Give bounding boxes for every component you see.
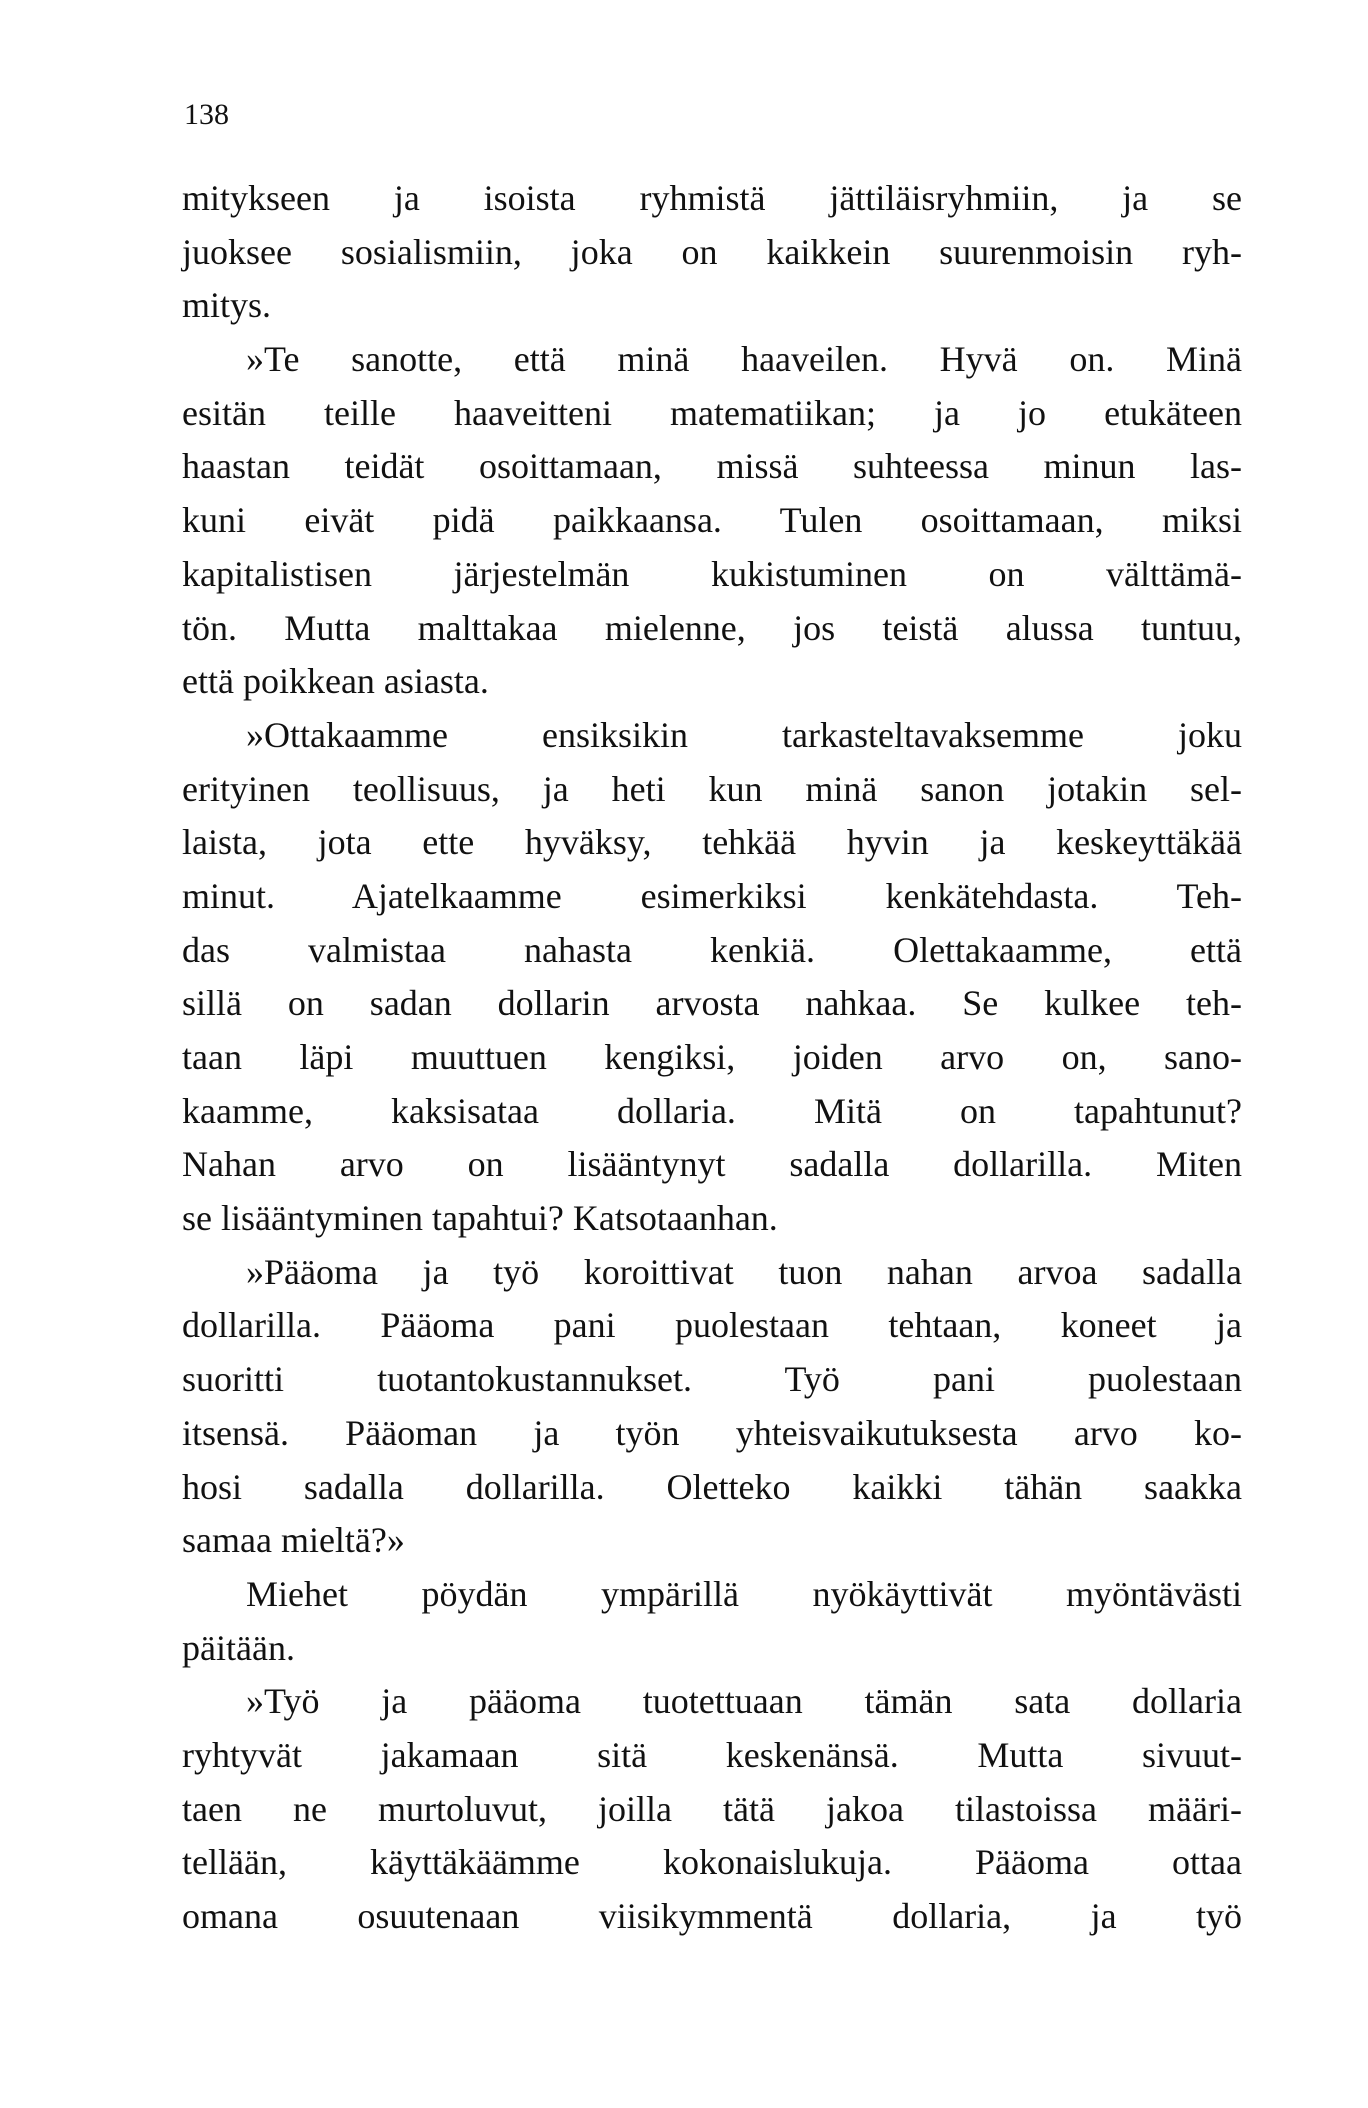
text-line: suoritti tuotantokustannukset. Työ pani puolestaan <box>182 1359 1242 1400</box>
text-line: kuni eivät pidä paikkaansa. Tulen osoittamaan, miksi <box>182 500 1242 541</box>
text-line: »Työ ja pääoma tuotettuaan tämän sata dollaria <box>246 1681 1242 1722</box>
text-line: juoksee sosialismiin, joka on kaikkein suurenmoisin ryh- <box>182 231 1242 272</box>
text-line: Miehet pöydän ympärillä nyökäyttivät myöntävästi <box>246 1573 1242 1614</box>
text-line: Nahan arvo on lisääntynyt sadalla dollarilla. Miten <box>182 1144 1242 1185</box>
text-line: omana osuutenaan viisikymmentä dollaria, ja työ <box>182 1896 1242 1936</box>
text-line: samaa mieltä?» <box>182 1520 405 1561</box>
text-line: tellään, käyttäkäämme kokonaislukuja. Pääoma ottaa <box>182 1842 1242 1883</box>
text-line: taen ne murtoluvut, joilla tätä jakoa tilastoissa määri- <box>182 1788 1242 1829</box>
text-line: itsensä. Pääoman ja työn yhteisvaikutuksesta arvo ko- <box>182 1412 1242 1453</box>
text-line: »Ottakaamme ensiksikin tarkasteltavaksemme joku <box>246 714 1242 755</box>
text-line: das valmistaa nahasta kenkiä. Olettakaamme, että <box>182 929 1242 970</box>
text-line: kaamme, kaksisataa dollaria. Mitä on tapahtunut? <box>182 1090 1242 1131</box>
text-line: mitykseen ja isoista ryhmistä jättiläisryhmiin, ja se <box>182 178 1242 218</box>
text-line: minut. Ajatelkaamme esimerkiksi kenkätehdasta. Teh- <box>182 875 1242 916</box>
text-line: haastan teidät osoittamaan, missä suhteessa minun las- <box>182 446 1242 487</box>
text-line: »Te sanotte, että minä haaveilen. Hyvä on. Minä <box>246 339 1242 380</box>
text-line: erityinen teollisuus, ja heti kun minä sanon jotakin sel- <box>182 768 1242 809</box>
text-line: hosi sadalla dollarilla. Oletteko kaikki tähän saakka <box>182 1466 1242 1507</box>
text-line: taan läpi muuttuen kengiksi, joiden arvo on, sano- <box>182 1037 1242 1077</box>
text-line: sillä on sadan dollarin arvosta nahkaa. Se kulkee teh- <box>182 983 1242 1024</box>
body-text <box>182 172 1242 1944</box>
text-line: laista, jota ette hyväksy, tehkää hyvin ja keskeyttäkää <box>182 822 1242 863</box>
text-line: dollarilla. Pääoma pani puolestaan tehtaan, koneet ja <box>182 1305 1242 1346</box>
text-line: päitään. <box>182 1627 295 1668</box>
text-line: että poikkean asiasta. <box>182 661 489 702</box>
text-line: tön. Mutta malttakaa mielenne, jos teistä alussa tuntuu, <box>182 607 1242 648</box>
text-line: »Pääoma ja työ koroittivat tuon nahan arvoa sadalla <box>246 1251 1242 1292</box>
text-line: esitän teille haaveitteni matematiikan; ja jo etukäteen <box>182 392 1242 433</box>
text-line: mitys. <box>182 285 272 326</box>
page-number: 138 <box>184 98 229 131</box>
text-line: kapitalistisen järjestelmän kukistuminen on välttämä- <box>182 553 1242 594</box>
text-line: se lisääntyminen tapahtui? Katsotaanhan. <box>182 1198 778 1239</box>
text-line: ryhtyvät jakamaan sitä keskenänsä. Mutta sivuut- <box>182 1734 1242 1775</box>
